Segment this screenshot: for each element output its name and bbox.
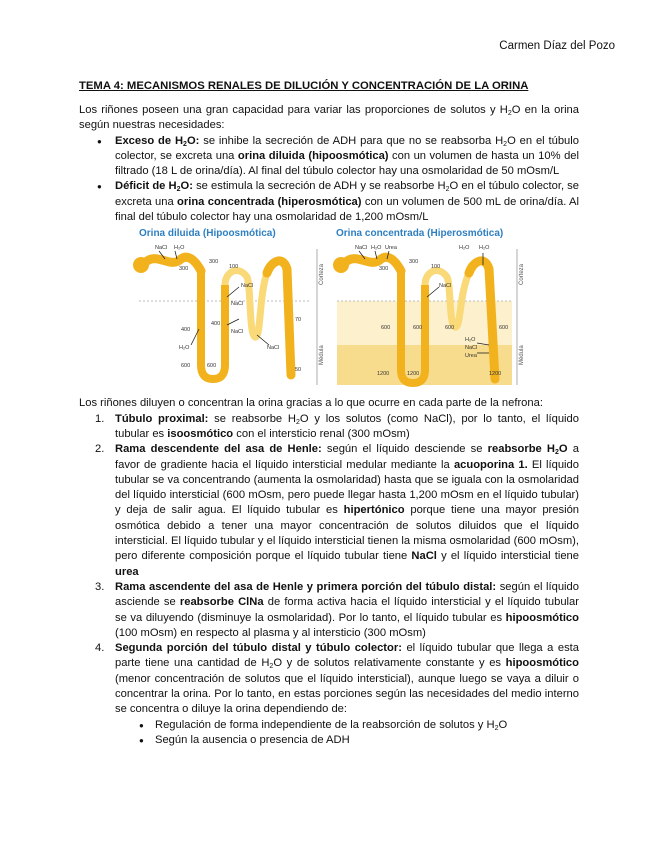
svg-text:H₂O: H₂O: [174, 245, 185, 252]
author-name: Carmen Díaz del Pozo: [499, 40, 615, 52]
nephron-figure: [79, 225, 579, 390]
side-scale-left: [317, 249, 325, 385]
nephron-diagram: [79, 225, 579, 390]
svg-text:NaCl: NaCl: [355, 245, 368, 252]
svg-text:NaCl: NaCl: [241, 283, 254, 290]
diluted-nephron: [133, 245, 311, 385]
svg-text:NaCl: NaCl: [267, 345, 280, 352]
numbered-list: [79, 412, 579, 749]
svg-text:NaCl: NaCl: [231, 329, 244, 336]
svg-text:H₂O: H₂O: [371, 245, 382, 252]
list-item: ● Exceso de $H_2O$: se inhibe la secreción de ADH para que no se reabsorba $H_2O$ en el túbulo colector, se excreta una orina diluida (hipoosmótica) con un volumen de hasta un 10% del filtrado (18 L de orina/día). Al final del túbulo colector hay una osmolaridad de 50 mOsm/L: [115, 134, 579, 180]
diagram-title-concentrated: Orina concentrada (Hiperosmótica): [336, 228, 504, 240]
svg-text:300: 300: [379, 266, 389, 273]
svg-text:50: 50: [295, 367, 302, 374]
svg-text:400: 400: [181, 327, 191, 334]
svg-text:600: 600: [207, 363, 217, 370]
svg-text:Médula: Médula: [519, 345, 525, 366]
intro-paragraph: Los riñones poseen una gran capacidad para variar las proporciones de solutos y $H_2O$ en la orina según nuestras necesidades:: [79, 104, 580, 132]
list-item: ● Déficit de $H_2O$: se estimula la secreción de ADH y se reabsorbe $H_2O$ en el túbulo colector, se excreta una orina concentrada (hiperosmótica) con un volumen de 500 mL de orina/día. Al final del túbulo colector hay una osmolaridad de 1,200 mOsm/L: [115, 179, 579, 225]
svg-text:600: 600: [181, 363, 191, 370]
svg-text:100: 100: [431, 264, 441, 271]
svg-text:1200: 1200: [377, 371, 390, 378]
svg-text:H₂O: H₂O: [179, 345, 190, 352]
svg-text:Urea: Urea: [465, 353, 477, 360]
page-title: TEMA 4: MECANISMOS RENALES DE DILUCIÓN Y CONCENTRACIÓN DE LA ORINA: [79, 80, 529, 92]
svg-text:300: 300: [209, 259, 219, 266]
svg-text:Corteza: Corteza: [319, 264, 325, 286]
svg-text:100: 100: [229, 264, 239, 271]
svg-text:400: 400: [211, 321, 221, 328]
svg-text:Médula: Médula: [319, 345, 325, 366]
svg-text:NaCl: NaCl: [465, 345, 478, 352]
svg-text:NaCl: NaCl: [155, 245, 168, 252]
document-body: [79, 103, 579, 748]
bullet-list: [79, 134, 579, 226]
svg-text:H₂O: H₂O: [479, 245, 490, 252]
svg-text:70: 70: [295, 317, 302, 324]
list-item: 2. Rama descendente del asa de Henle: según el líquido desciende se reabsorbe $H_2O$ a favor de gradiente hacia el líquido intersticial medular mediante la acuoporina 1. El líquido tubular se va concentrando (aumenta la osmolaridad) hasta que se iguala con la osmolaridad del líquido intersticial (600 mOsm, pero puede llegar hasta 1,200 mOsm en el líquido tubular) y deja de salir agua. El líquido tubular es hipertónico porque tiene una mayor presión osmótica debido a tener una mayor concentración de solutos diluidos que el líquido intersticial. El líquido tubular y el líquido intersticial tienen la misma osmolaridad (600 mOsm), pero diferente composición porque el líquido tubular tiene NaCl y el líquido intersticial tiene urea: [95, 443, 580, 578]
sub-list: [115, 718, 579, 749]
svg-text:600: 600: [381, 325, 391, 332]
svg-text:H₂O: H₂O: [465, 337, 476, 344]
svg-text:300: 300: [409, 259, 419, 266]
concentrated-nephron: [333, 245, 512, 385]
svg-text:H₂O: H₂O: [459, 245, 470, 252]
svg-text:600: 600: [413, 325, 423, 332]
svg-text:Corteza: Corteza: [519, 264, 525, 286]
svg-text:300: 300: [179, 266, 189, 273]
diagram-title-diluted: Orina diluida (Hipoosmótica): [139, 228, 276, 240]
side-scale-right: [517, 249, 525, 385]
list-item: ● Según la ausencia o presencia de ADH: [155, 733, 579, 748]
svg-text:NaCl: NaCl: [439, 283, 452, 290]
list-item: 1. Túbulo proximal: se reabsorbe $H_2O$ y los solutos (como NaCl), por lo tanto, el líquido tubular es isoosmótico con el intersticio renal (300 mOsm): [95, 412, 579, 440]
list-item: ● Regulación de forma independiente de la reabsorción de solutos y $H_2O$: [155, 718, 579, 733]
svg-text:600: 600: [445, 325, 455, 332]
svg-text:NaCl: NaCl: [231, 301, 244, 308]
svg-text:1200: 1200: [489, 371, 502, 378]
svg-text:1200: 1200: [407, 371, 420, 378]
list-item: 4. Segunda porción del túbulo distal y túbulo colector: el líquido tubular que llega a esta parte tiene una cantidad de $H_2O$ y de solutos relativamente constante y es hipoosmótico (menor concentración de solutos que el líquido intersticial), aunque luego se vaya a diluir o concentrar la orina. Por lo tanto, en estas porciones según las necesidades del medio interno se concentra o diluye la orina dependiendo de: ● Regulación de forma independiente de la reabsorción de solutos y $H_2O$ ● Según la ausencia o presencia de ADH: [115, 641, 579, 748]
list-item: 3. Rama ascendente del asa de Henle y primera porción del túbulo distal: según el líquido asciende se reabsorbe ClNa de forma activa hacia el líquido intersticial y el líquido tubular se va diluyendo (disminuye la osmolaridad). Por lo tanto, el líquido tubular es hipoosmótico (100 mOsm) en respecto al plasma y al intersticio (300 mOsm): [95, 580, 579, 639]
svg-text:Urea: Urea: [385, 245, 397, 252]
section-intro: Los riñones diluyen o concentran la orina gracias a lo que ocurre en cada parte de la nefrona:: [79, 397, 543, 410]
svg-text:600: 600: [499, 325, 509, 332]
